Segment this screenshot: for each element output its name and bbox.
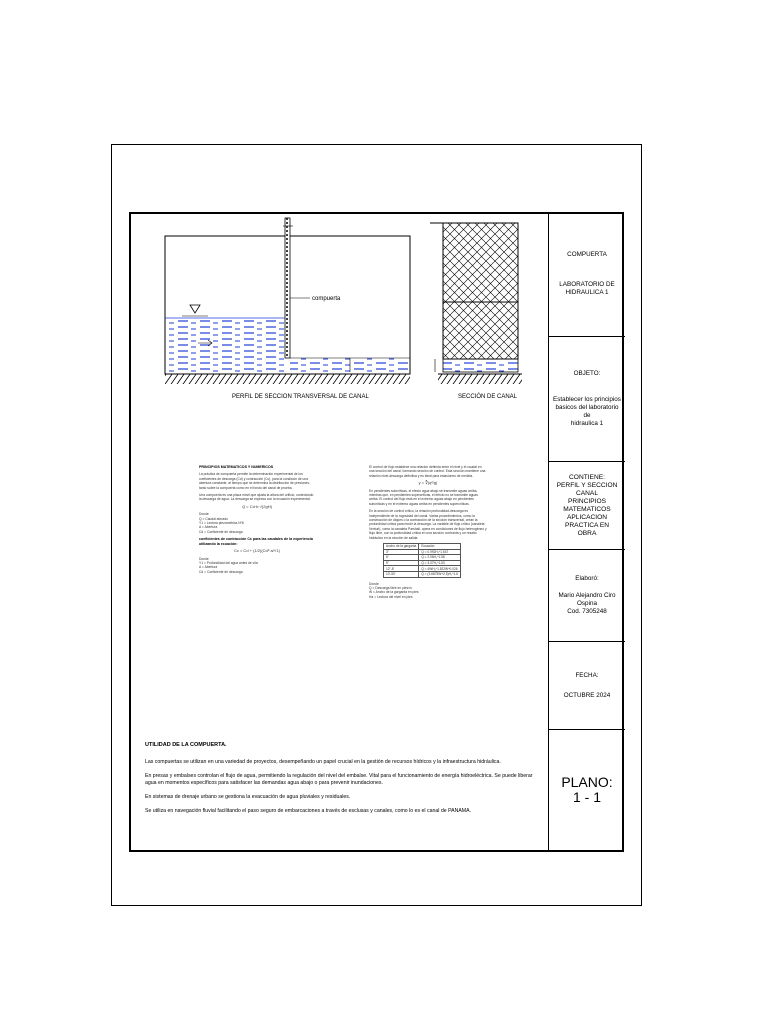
objective-cell: OBJETO: Establecer los principios basicos del laboratorio de hidraulica 1 — [549, 337, 625, 462]
utility-paragraph-4: Se utiliza en navegación fluvial facilitando el paso seguro de embarcaciones a través de esclusas y canales, como lo es el canal de PANAMA. — [145, 808, 472, 814]
contents-label: CONTIENE: — [569, 473, 605, 481]
title-block — [548, 212, 624, 852]
subject-line-1: LABORATORIO DE — [559, 281, 615, 288]
date-value: OCTUBRE 2024 — [563, 691, 611, 699]
sheet-label: PLANO: — [561, 774, 613, 790]
author-label: Elaboró: — [575, 575, 599, 582]
sheet-cell — [549, 730, 625, 850]
gate-label: compuerta — [312, 296, 341, 302]
control-paragraph-3: En la sección de control crítico, la relación profundidad-descarga es independiente de la rugosidad del canal. Varias procedimientos, como la construcción de diques o la contracción de la sección transversal, crean la profundidad crítica para medir la descarga. La variable de flujo crítico (canaleta Venturi), como la canaleta Parshall, opera en condiciones de flujo heterogéneo y flujo libre, con la profundidad crítica en una sección contraída y un resalto hidráulico en la sección de salida. — [369, 509, 487, 540]
author-cell — [549, 550, 625, 642]
drawing-title: COMPUERTA — [567, 251, 607, 258]
control-paragraph-1: El control de flujo establece una relación definida entre el nivel y el caudal en una sección del canal, formando sección de control. Esta sección mantiene una relación nivel-descarga definitiva y es ideal para estaciones de medida. — [369, 465, 486, 478]
section-caption: SECCIÓN DE CANAL — [458, 394, 518, 400]
discharge-equation: Q = Cd·b·√(2gH) — [242, 503, 272, 509]
utility-paragraph-3: En sistemas de drenaje urbano se gestiona la evacuación de agua pluviales y residuales. — [145, 794, 351, 800]
principles-column — [199, 465, 315, 577]
contraction-equation: Cc = Cd + (1/2)(Cd²·a/Y1) — [233, 548, 280, 554]
principles-paragraph-3: coeficientes de contracción Cc para las caudales de la experiencia utilizando la ecuación: — [199, 537, 313, 546]
utility-paragraph-1: Las compuertas se utilizan en una variedad de proyectos, desempeñando un papel crucial en la gestión de recursos hídricos y la infraestructura hidráulica. — [145, 759, 501, 765]
where-list-2: Donde Y1 = Profundidad del agua antes de v/la A = Abertura Cd = Coeficiente de descarga — [199, 556, 258, 574]
utility-section — [145, 742, 545, 822]
principles-paragraph-1: La práctica de compuerta permite la determinación experimental de los coeficientes de descarga (Cd) y contracción (Cc), para la condición de una abertura constante, al tiempo que se determina la distribución de presiones, tanto sobre la compuerta como en el fondo del canal de prueba. — [199, 472, 310, 490]
author-code: Cod. 7305248 — [567, 608, 607, 615]
where-list-1: Donde Q = Caudal aforado Y1 = Lectura piezométrica Nº6 A = Abertura Cd = Coeficiente de descarga — [199, 512, 244, 534]
utility-title: UTILIDAD DE LA COMPUERTA. — [145, 742, 227, 748]
control-where-list: Donde Q = Descarga libre en pies³/s W = Ancho de la garganta en pies Ha = Lectura del nivel en pies — [369, 581, 419, 599]
date-label: FECHA: — [575, 671, 599, 679]
contents-cell: CONTIENE: PERFIL Y SECCION CANAL PRINCIPIOS MATEMATICOS APLICACION PRACTICA EN OBRA — [549, 462, 625, 550]
utility-paragraph-2: En presas y embalses controlan el flujo de agua, permitiendo la regulación del nivel del embalse. Vital para el funcionamiento de energía hidroeléctrica. Se puede liberar agua en momentos específicos para satisfacer las demandas agua abajo o para prevenir inundaciones. — [145, 773, 533, 786]
principles-heading: PRINCIPIOS MATEMATICOS Y NUMERICOS — [199, 465, 274, 469]
profile-caption: PERFIL DE SECCION TRANSVERSAL DE CANAL — [232, 394, 369, 400]
date-cell — [549, 642, 625, 730]
principles-paragraph-2: Una compuerta es una placa móvil que ajusta la altura del orificio, controlando la descarga de agua. La descarga se expresa con la ecuación experimental: — [199, 493, 314, 502]
subject-line-2: HIDRAULICA 1 — [565, 289, 609, 296]
critical-depth-equation: y = ∛(q²/g) — [418, 480, 438, 486]
sheet-number: 1 - 1 — [572, 789, 601, 805]
author-name: Mario Alejandro Ciro Ospina — [558, 592, 616, 607]
parshall-table: Ancho de la garganta Ecuación 3" Q = 0.992H₁^1.547 6" Q = 2.06H₁^1.58 9" Q = 3.07H₁^1.53 12"-8' Q = 4WH₁^1.522W^0.026 10'-50' Q = (3.6875W+2.5)H₁^1.6 — [383, 543, 461, 578]
control-paragraph-2: En pendientes subcríticas, el efecto agua abajo se transmite aguas arriba, mientras que, en pendientes supercríticas, el efecto no se transmite aguas arriba. El control del flujo está en el extremo aguas abajo en pendientes subcríticas y en el extremo aguas arriba en pendientes supercríticas. — [369, 488, 478, 506]
control-column — [369, 465, 487, 602]
title-cell — [549, 212, 625, 337]
objective-label: OBJETO: — [573, 370, 601, 377]
